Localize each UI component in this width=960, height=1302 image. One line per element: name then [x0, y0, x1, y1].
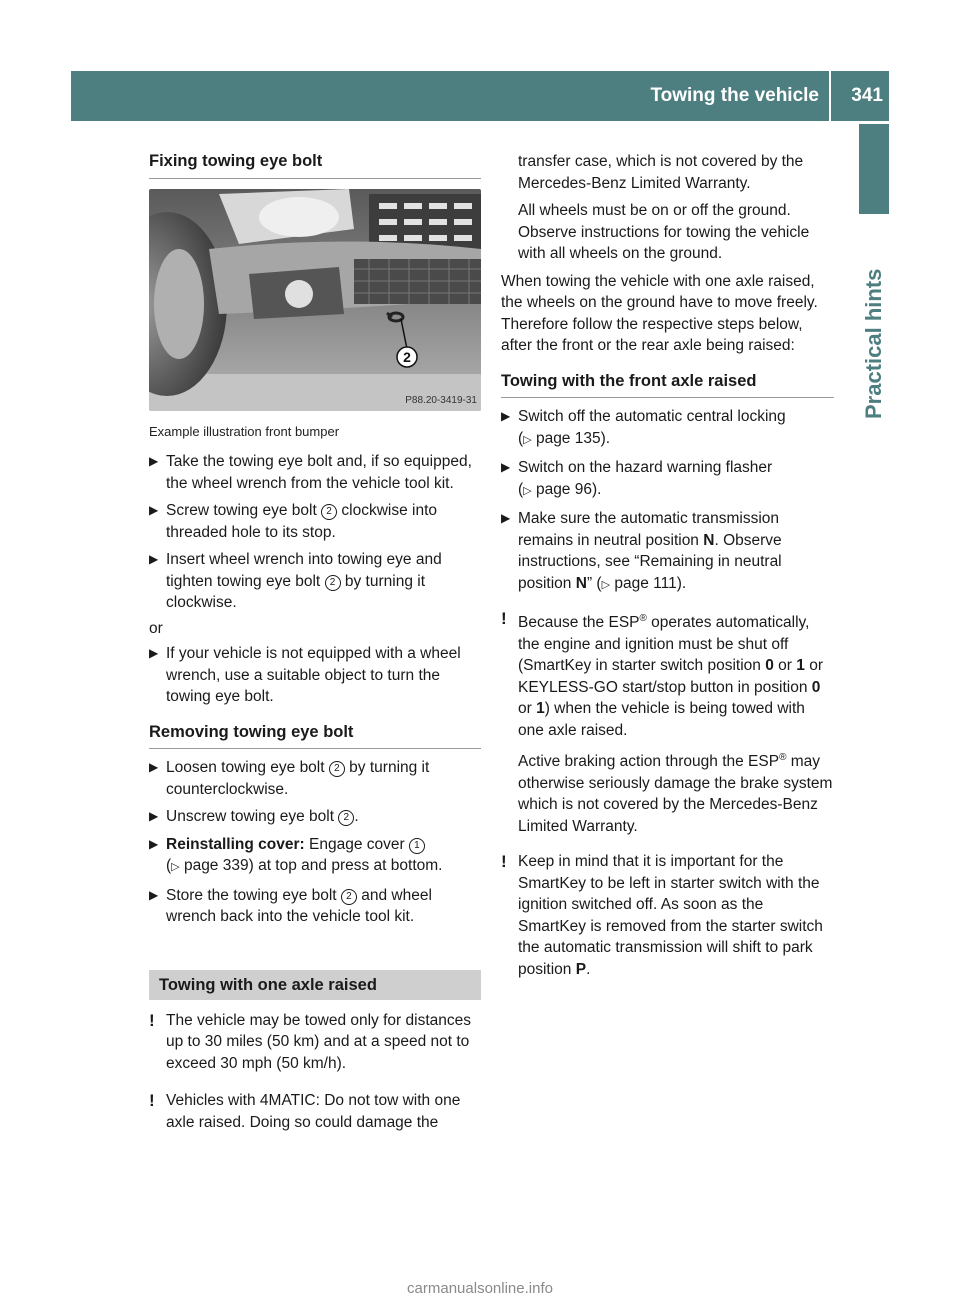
- list-item: ▶ Reinstalling cover: Engage cover 1 (▷ page 339) at top and press at bottom.: [149, 835, 443, 874]
- list-item: ▶ Switch off the automatic central locking (▷ page 135).: [501, 408, 786, 447]
- page-ref-icon: ▷: [601, 578, 611, 591]
- callout-ref: 1: [409, 838, 425, 854]
- arrow-icon: ▶: [501, 460, 511, 474]
- figure-code: P88.20-3419-31: [405, 394, 477, 406]
- arrow-icon: ▶: [501, 511, 511, 525]
- bumper-illustration: [149, 189, 481, 411]
- note-continuation: Active braking action through the ESP® may otherwise seriously damage the brake system which is not covered by the Mercedes-Benz Limited Warranty.: [518, 752, 833, 835]
- list-item: ▶ Switch on the hazard warning flasher (▷ page 96).: [501, 459, 773, 498]
- fixing-steps: [149, 451, 481, 614]
- continuation-text-2: All wheels must be on or off the ground. Observe instructions for towing the vehicle with all wheels on the ground.: [518, 202, 810, 262]
- callout-label: 2: [403, 348, 411, 365]
- fixing-heading: Fixing towing eye bolt: [149, 151, 481, 179]
- callout-ref: 2: [329, 761, 345, 777]
- callout-ref: 2: [338, 810, 354, 826]
- warning-icon: !: [501, 852, 507, 872]
- removing-heading: Removing towing eye bolt: [149, 722, 481, 750]
- warning-icon: !: [501, 609, 507, 628]
- callout-ref: 2: [325, 575, 341, 591]
- chapter-title: Towing the vehicle: [650, 85, 819, 106]
- list-item: ▶ Loosen towing eye bolt 2 by turning it counterclockwise.: [149, 759, 430, 798]
- list-item: ▶ Screw towing eye bolt 2 clockwise into threaded hole to its stop.: [149, 502, 438, 541]
- callout-ref: 2: [341, 889, 357, 905]
- warning-note: ! Vehicles with 4MATIC: Do not tow with one axle raised. Doing so could damage the: [149, 1091, 461, 1131]
- arrow-icon: ▶: [149, 887, 159, 902]
- arrow-icon: ▶: [149, 760, 159, 774]
- side-tab: [857, 124, 889, 419]
- right-column: [501, 151, 834, 980]
- warning-icon: !: [149, 1010, 155, 1030]
- arrow-icon: ▶: [149, 503, 159, 517]
- list-item: ▶ Unscrew towing eye bolt 2 .: [149, 806, 481, 828]
- list-item: ▶ If your vehicle is not equipped with a wheel wrench, use a suitable object to turn the towing eye bolt.: [149, 645, 461, 705]
- list-item: ▶ Insert wheel wrench into towing eye and tighten towing eye bolt 2 by turning it clockwise.: [149, 551, 442, 611]
- arrow-icon: ▶: [149, 836, 159, 851]
- warning-note: ! Keep in mind that it is important for the SmartKey to be left in starter switch with the ignition switched off. As soon as the SmartKey is removed from the starter switch the automatic transmission will shift to park position P.: [501, 852, 823, 978]
- page-number: 341: [851, 85, 883, 106]
- callout-ref: 2: [321, 504, 337, 520]
- bumper-photo: [149, 189, 481, 411]
- page-ref[interactable]: page 339): [179, 857, 254, 874]
- removing-steps: [149, 757, 481, 928]
- left-column: [149, 151, 481, 1133]
- watermark: carmanualsonline.info: [407, 1280, 553, 1297]
- arrow-icon: ▶: [501, 409, 511, 423]
- warning-note: ! Because the ESP® operates automatically, the engine and ignition must be shut off (SmartKey in starter switch position 0 or 1 or KEYLESS-GO start/stop button in position 0 or 1) when the vehicle is being towed with one axle raised. Active braking action through the ESP® may otherwise seriously damage the brake system which is not covered by the Mercedes-Benz Limited Warranty.: [501, 608, 834, 837]
- arrow-icon: ▶: [149, 646, 159, 660]
- warning-note: ! The vehicle may be towed only for distances up to 30 miles (50 km) and at a speed not to exceed 30 mph (50 km/h).: [149, 1010, 471, 1072]
- page-ref-icon: ▷: [171, 861, 180, 873]
- list-item: ▶ Make sure the automatic transmission remains in neutral position N. Observe instructions, see “Remaining in neutral position N” (▷ page 111).: [501, 510, 782, 592]
- side-tab-label: Practical hints: [861, 268, 886, 419]
- header-divider: [829, 71, 831, 121]
- page-ref[interactable]: page 135).: [531, 429, 611, 447]
- or-text: or: [149, 619, 163, 637]
- figure-caption: Example illustration front bumper: [149, 423, 340, 439]
- arrow-icon: ▶: [149, 809, 159, 823]
- warning-icon: !: [149, 1091, 155, 1110]
- arrow-icon: ▶: [149, 552, 159, 566]
- list-item: ▶ Store the towing eye bolt 2 and wheel wrench back into the vehicle tool kit.: [149, 886, 432, 925]
- page-ref-icon: ▷: [523, 484, 532, 497]
- page-ref-icon: ▷: [523, 433, 532, 446]
- front-axle-heading: Towing with the front axle raised: [501, 371, 834, 399]
- page-ref[interactable]: page 96).: [531, 480, 602, 498]
- side-tab-block: [859, 124, 889, 214]
- header-bar: [71, 71, 889, 121]
- section-heading-band: Towing with one axle raised: [149, 970, 481, 1000]
- continuation-text: transfer case, which is not covered by the Mercedes-Benz Limited Warranty.: [518, 153, 804, 192]
- page-ref[interactable]: page 111).: [610, 574, 687, 592]
- arrow-icon: ▶: [149, 454, 159, 468]
- list-item: ▶ Take the towing eye bolt and, if so equipped, the wheel wrench from the vehicle tool kit.: [149, 453, 472, 492]
- intro-text: When towing the vehicle with one axle raised, the wheels on the ground have to move freely. Therefore follow the respective steps below, after the front or the rear axle being raised:: [501, 272, 818, 354]
- front-axle-steps: [501, 406, 834, 596]
